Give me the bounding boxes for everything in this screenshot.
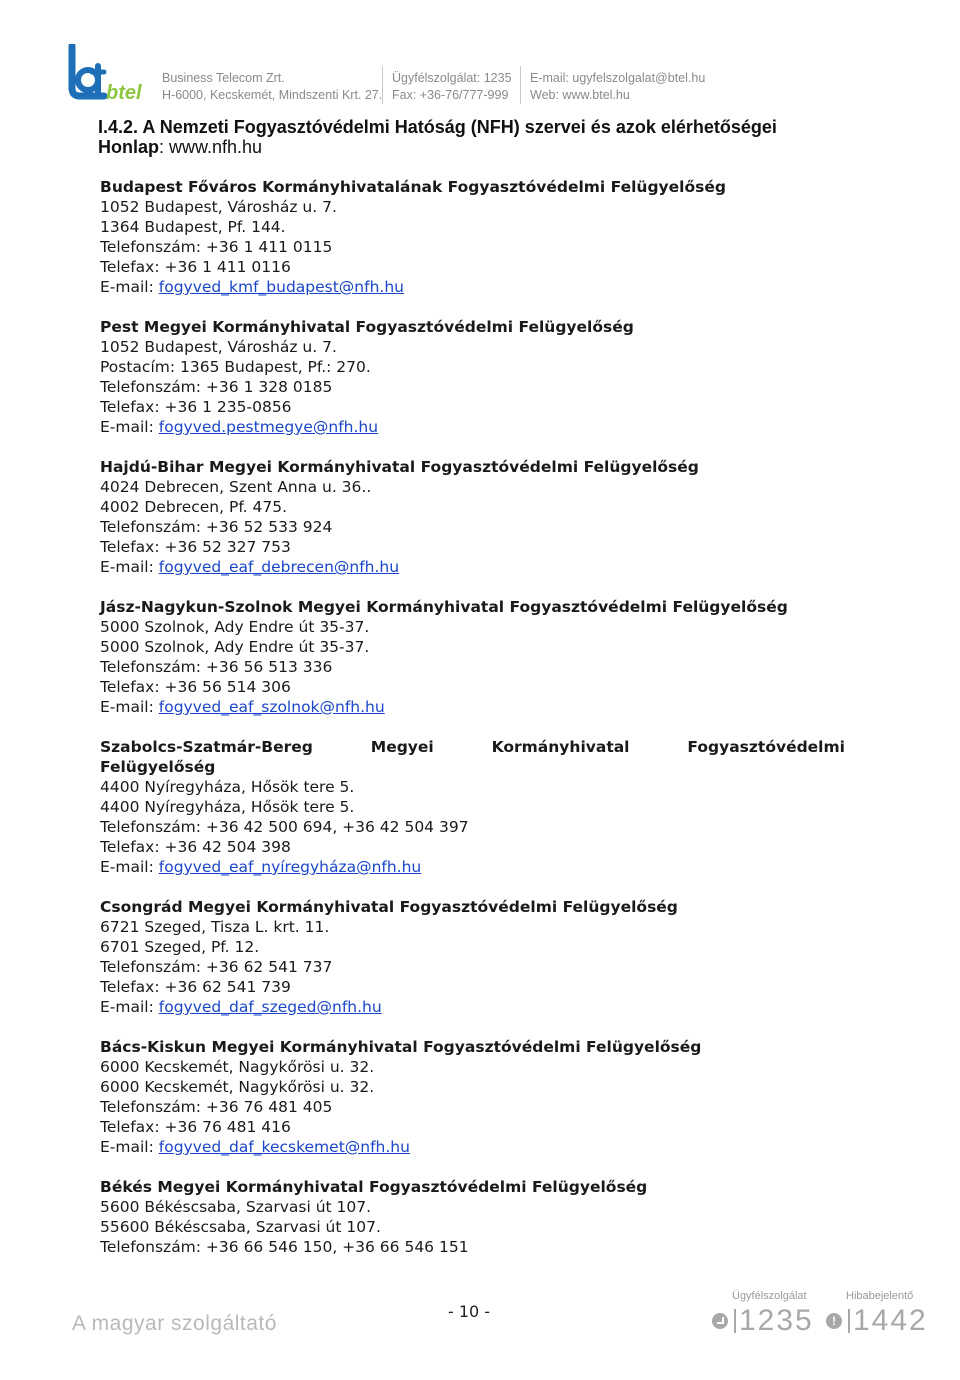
office-fax: Telefax: +36 62 541 739 [100, 978, 291, 996]
office-fax: Telefax: +36 52 327 753 [100, 538, 291, 556]
office-budapest [100, 177, 845, 297]
office-title: Budapest Főváros Kormányhivatalának Fogyasztóvédelmi Felügyelőség [100, 178, 726, 196]
office-phone: Telefonszám: +36 66 546 150, +36 66 546 151 [100, 1238, 469, 1256]
fault-report-number: 1442 [853, 1304, 928, 1337]
fault-report-badge [826, 1290, 928, 1338]
office-pest [100, 317, 845, 437]
customer-service-badge [712, 1290, 814, 1338]
phone-check-icon [712, 1313, 728, 1329]
office-title: Békés Megyei Kormányhivatal Fogyasztóvédelmi Felügyelőség [100, 1178, 648, 1196]
email-link[interactable]: fogyved_eaf_szolnok@nfh.hu [158, 698, 385, 716]
office-fax: Telefax: +36 42 504 398 [100, 838, 291, 856]
office-bekes [100, 1177, 845, 1257]
office-email: E-mail: fogyved_daf_szeged@nfh.hu [100, 998, 382, 1016]
header-divider [520, 66, 521, 104]
office-email: E-mail: fogyved.pestmegye@nfh.hu [100, 418, 379, 436]
alert-icon: ! [826, 1313, 842, 1329]
office-postal: 1364 Budapest, Pf. 144. [100, 218, 286, 236]
email-link[interactable]: fogyved_eaf_debrecen@nfh.hu [158, 558, 400, 576]
email-link[interactable]: fogyved_daf_kecskemet@nfh.hu [158, 1138, 410, 1156]
page-header [0, 0, 960, 110]
page-footer [0, 1280, 960, 1380]
page-number: - 10 - [448, 1302, 491, 1321]
office-email: E-mail: fogyved_kmf_budapest@nfh.hu [100, 278, 404, 296]
office-phone: Telefonszám: +36 1 328 0185 [100, 378, 333, 396]
office-postal: 5000 Szolnok, Ady Endre út 35-37. [100, 638, 370, 656]
email-link[interactable]: fogyved_daf_szeged@nfh.hu [158, 998, 382, 1016]
office-phone: Telefonszám: +36 1 411 0115 [100, 238, 333, 256]
web-contact: E-mail: ugyfelszolgalat@btel.hu Web: www.btel.hu [530, 71, 706, 102]
office-postal: 6701 Szeged, Pf. 12. [100, 938, 260, 956]
service-contact: Ügyfélszolgálat: 1235 Fax: +36-76/777-999 [392, 71, 512, 102]
office-bacs-kiskun [100, 1037, 845, 1157]
office-postal: 4002 Debrecen, Pf. 475. [100, 498, 288, 516]
email-link[interactable]: fogyved.pestmegye@nfh.hu [158, 418, 379, 436]
office-title-end: Felügyelőség [100, 758, 216, 776]
divider-bar [848, 1309, 850, 1333]
office-address: 6721 Szeged, Tisza L. krt. 11. [100, 918, 330, 936]
office-address: 6000 Kecskemét, Nagykőrösi u. 32. [100, 1058, 375, 1076]
divider-bar [734, 1309, 736, 1333]
office-postal: 4400 Nyíregyháza, Hősök tere 5. [100, 798, 355, 816]
office-email: E-mail: fogyved_daf_kecskemet@nfh.hu [100, 1138, 410, 1156]
email-link[interactable]: fogyved_kmf_budapest@nfh.hu [158, 278, 404, 296]
office-email: E-mail: fogyved_eaf_szolnok@nfh.hu [100, 698, 385, 716]
office-title: Bács-Kiskun Megyei Kormányhivatal Fogyasztóvédelmi Felügyelőség [100, 1038, 702, 1056]
office-csongrad [100, 897, 845, 1017]
office-hajdu-bihar [100, 457, 845, 577]
office-phone: Telefonszám: +36 76 481 405 [100, 1098, 333, 1116]
office-fax: Telefax: +36 1 235-0856 [100, 398, 292, 416]
office-address: 4400 Nyíregyháza, Hősök tere 5. [100, 778, 355, 796]
office-phone: Telefonszám: +36 56 513 336 [100, 658, 333, 676]
office-address: 1052 Budapest, Városház u. 7. [100, 198, 337, 216]
btel-logo [64, 44, 144, 102]
section-heading: I.4.2. A Nemzeti Fogyasztóvédelmi Hatóság (NFH) szervei és azok elérhetőségei [98, 117, 777, 137]
svg-text:btel: btel [106, 82, 142, 102]
email-link[interactable]: fogyved_eaf_nyíregyháza@nfh.hu [158, 858, 422, 876]
office-postal: Postacím: 1365 Budapest, Pf.: 270. [100, 358, 371, 376]
office-title: Csongrád Megyei Kormányhivatal Fogyasztóvédelmi Felügyelőség [100, 898, 678, 916]
office-phone: Telefonszám: +36 62 541 737 [100, 958, 333, 976]
footer-tagline: A magyar szolgáltató [72, 1312, 277, 1335]
customer-service-number: 1235 [739, 1304, 814, 1337]
office-address: 4024 Debrecen, Szent Anna u. 36.. [100, 478, 372, 496]
office-address: 5600 Békéscsaba, Szarvasi út 107. [100, 1198, 372, 1216]
office-address: 5000 Szolnok, Ady Endre út 35-37. [100, 618, 370, 636]
office-fax: Telefax: +36 56 514 306 [100, 678, 291, 696]
office-email: E-mail: fogyved_eaf_nyíregyháza@nfh.hu [100, 858, 422, 876]
office-postal: 6000 Kecskemét, Nagykőrösi u. 32. [100, 1078, 375, 1096]
office-szabolcs [100, 737, 845, 877]
office-address: 1052 Budapest, Városház u. 7. [100, 338, 337, 356]
office-title: Hajdú-Bihar Megyei Kormányhivatal Fogyasztóvédelmi Felügyelőség [100, 458, 699, 476]
company-info: Business Telecom Zrt. H-6000, Kecskemét, Mindszenti Krt. 27. [162, 71, 383, 102]
office-jasz-nagykun-szolnok [100, 597, 845, 717]
office-phone: Telefonszám: +36 42 500 694, +36 42 504 397 [100, 818, 469, 836]
office-postal: 55600 Békéscsaba, Szarvasi út 107. [100, 1218, 381, 1236]
homepage-line: Honlap: www.nfh.hu [98, 137, 263, 157]
office-fax: Telefax: +36 76 481 416 [100, 1118, 291, 1136]
document-body [100, 117, 845, 1277]
customer-service-label: Ügyfélszolgálat [732, 1290, 807, 1302]
header-divider [382, 66, 383, 104]
office-title: Szabolcs-Szatmár-Bereg Megyei Kormányhivatal Fogyasztóvédelmi [100, 738, 845, 756]
office-fax: Telefax: +36 1 411 0116 [100, 258, 291, 276]
office-title: Jász-Nagykun-Szolnok Megyei Kormányhivatal Fogyasztóvédelmi Felügyelőség [100, 598, 788, 616]
fault-report-label: Hibabejelentő [846, 1290, 914, 1302]
office-phone: Telefonszám: +36 52 533 924 [100, 518, 333, 536]
office-title: Pest Megyei Kormányhivatal Fogyasztóvédelmi Felügyelőség [100, 318, 634, 336]
office-email: E-mail: fogyved_eaf_debrecen@nfh.hu [100, 558, 400, 576]
